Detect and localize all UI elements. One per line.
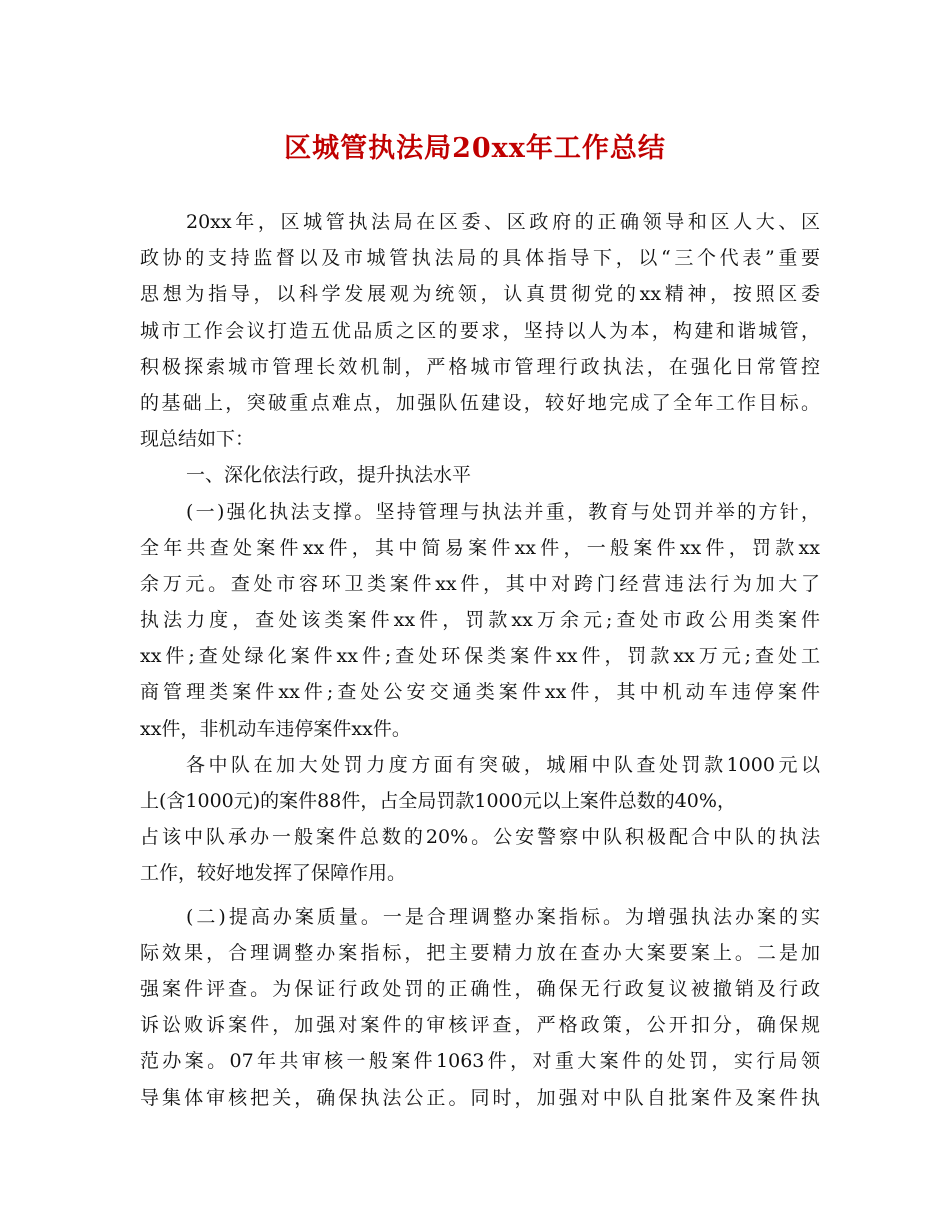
- paragraph-line: 上(含1000元)的案件88件，占全局罚款1000元以上案件总数的40%，: [140, 790, 736, 812]
- section-heading: 一、深化依法行政，提升执法水平: [186, 464, 472, 487]
- paragraph-line: 强案件评查。为保证行政处罚的正确性，确保无行政复议被撤销及行政: [140, 977, 820, 1000]
- paragraph-line: 导集体审核把关，确保执法公正。同时，加强对中队自批案件及案件执: [140, 1086, 820, 1109]
- paragraph-line: 现总结如下：: [140, 428, 255, 451]
- paragraph-line: 20xx年，区城管执法局在区委、区政府的正确领导和区人大、区: [186, 211, 820, 233]
- paragraph-line: 执法力度，查处该类案件xx件，罚款xx万余元;查处市政公用类案件: [140, 609, 820, 632]
- paragraph-line: xx件;查处绿化案件xx件;查处环保类案件xx件，罚款xx万元;查处工: [140, 645, 820, 668]
- paragraph-line: (二)提高办案质量。一是合理调整办案指标。为增强执法办案的实: [186, 905, 820, 928]
- paragraph-line: 余万元。查处市容环卫类案件xx件，其中对跨门经营违法行为加大了: [140, 572, 820, 595]
- document-title: 区城管执法局20xx年工作总结: [284, 133, 666, 164]
- paragraph-line: 商管理类案件xx件;查处公安交通类案件xx件，其中机动车违停案件: [140, 681, 820, 704]
- paragraph-line: 的基础上，突破重点难点，加强队伍建设，较好地完成了全年工作目标。: [140, 391, 820, 414]
- paragraph-line: 全年共查处案件xx件，其中简易案件xx件，一般案件xx件，罚款xx: [140, 536, 820, 559]
- paragraph-line: 占该中队承办一般案件总数的20%。公安警察中队积极配合中队的执法: [140, 826, 820, 849]
- paragraph-line: 城市工作会议打造五优品质之区的要求，坚持以人为本，构建和谐城管，: [140, 319, 820, 342]
- document-body: [140, 204, 820, 1116]
- paragraph-line: (一)强化执法支撑。坚持管理与执法并重，教育与处罚并举的方针，: [186, 500, 820, 523]
- paragraph-line: 范办案。07年共审核一般案件1063件，对重大案件的处罚，实行局领: [140, 1050, 820, 1073]
- paragraph-line: 积极探索城市管理长效机制，严格城市管理行政执法，在强化日常管控: [140, 355, 820, 378]
- paragraph-line: 诉讼败诉案件，加强对案件的审核评查，严格政策，公开扣分，确保规: [140, 1014, 820, 1037]
- paragraph-line: 际效果，合理调整办案指标，把主要精力放在查办大案要案上。二是加: [140, 941, 820, 964]
- paragraph-line: xx件，非机动车违停案件xx件。: [140, 717, 411, 740]
- paragraph-line: 思想为指导，以科学发展观为统领，认真贯彻党的xx精神，按照区委: [140, 283, 820, 306]
- paragraph-line: 各中队在加大处罚力度方面有突破，城厢中队查处罚款1000元以: [186, 753, 820, 776]
- paragraph-line: 工作，较好地发挥了保障作用。: [140, 862, 407, 885]
- paragraph-line: 政协的支持监督以及市城管执法局的具体指导下，以“三个代表”重要: [140, 247, 820, 270]
